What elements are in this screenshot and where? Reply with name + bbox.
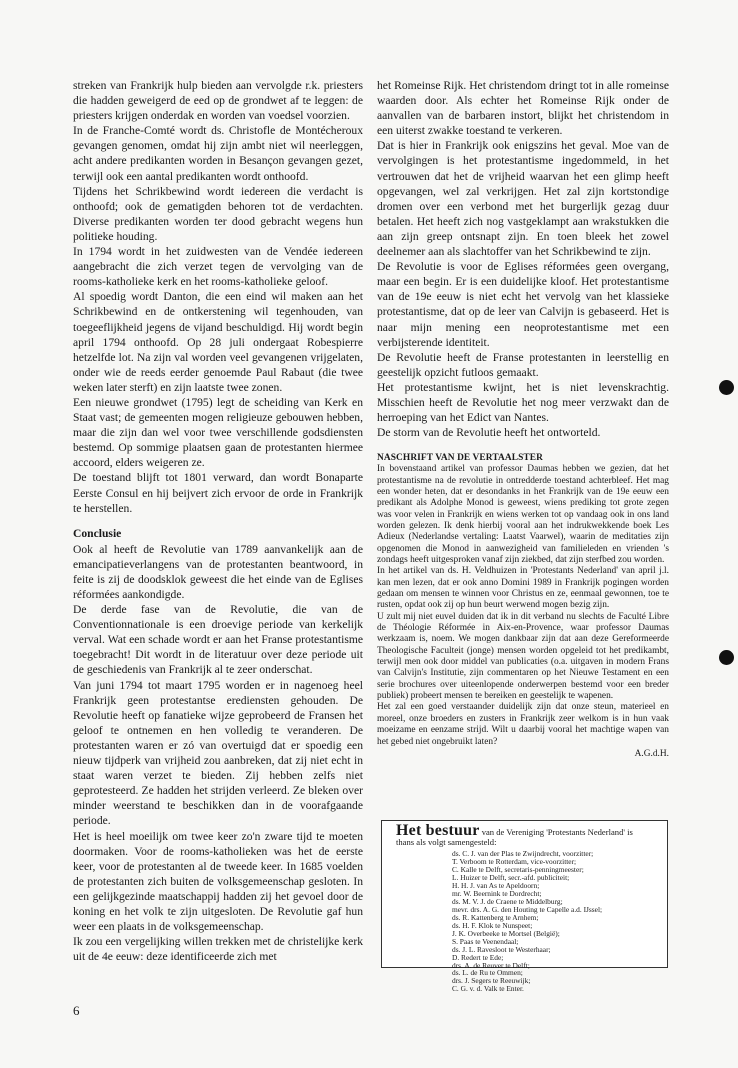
paragraph: Ook al heeft de Revolutie van 1789 aanvankelijk aan de emancipatieverlangens van de protestanten beantwoord, in feite is zij de doodsklok geweest die het einde van de Eglises réformées aankondigde. <box>73 542 363 601</box>
right-column <box>377 78 669 760</box>
list-item: ds. L. de Ru te Ommen; <box>452 968 523 978</box>
paragraph: Tijdens het Schrikbewind wordt iedereen die verdacht is onthoofd; ook de gematigden behoren tot de verdachten. Diverse predikanten worden ter dood gebracht wegens hun politieke houding. <box>73 184 363 243</box>
paragraph: Het protestantisme kwijnt, het is niet levenskrachtig. Misschien heeft de Revolutie het nog meer verzwakt dan de herroeping van het Edict van Nantes. <box>377 380 669 425</box>
board-member-list <box>452 850 667 993</box>
list-item: mevr. drs. A. G. den Houting te Capelle a.d. IJssel; <box>452 904 603 914</box>
list-item: mr. W. Beernink te Dordrecht; <box>452 888 542 898</box>
signature: A.G.d.H. <box>634 748 669 759</box>
paragraph: Van juni 1794 tot maart 1795 worden er in nagenoeg heel Frankrijk geen protestantse erediensten gehouden. De Revolutie heeft op fanatieke wijze geprobeerd de Fransen het geloof te ontnemen en hen volledig te veranderen. De protestanten waren er zó van overtuigd dat er spoedig een nieuw tijdperk van vrijheid zou aanbreken, dat zij niet echt in staat waren verzet te bieden. Zij hebben zelfs niet geprotesteerd. Ze hadden het strijden verleerd. Ze bleken over minder weerstand te beschikken dan in de voorafgaande periode. <box>73 678 363 828</box>
paragraph: Het is heel moeilijk om twee keer zo'n zware tijd te moeten doormaken. Voor de rooms-katholieken was het de eerste keer, voor de protestanten al de tweede keer. In 1685 voelden de protestanten zich buiten de volksgemeenschap gesloten. In een gelijkgezinde maatschappij hadden zij het gevoel door de koning en het volk te zijn uitgesloten. De Revolutie gaf hun weer een plaats in de volksgemeenschap. <box>73 829 363 934</box>
list-item: L. Huizer te Delft, secr.-afd. publiciteit; <box>452 873 570 883</box>
postscript-heading: NASCHRIFT VAN DE VERTAALSTER <box>377 453 543 464</box>
postscript-paragraph: U zult mij niet euvel duiden dat ik in dit verband nu slechts de Faculté Libre de Théologie Réformée in Aix-en-Provence, waar professor Daumas werkzaam is, noem. We mogen dankbaar zijn dat aan deze Gereformeerde Theologische Faculteit (jonge) mensen worden opgeleid tot het predikambt, terwijl men ook door middel van publicaties (o.a. uitgaven in modern Frans van Calvijn's Institutie, zijn commentaren op het Nieuwe Testament en een serie brochures over uiteenlopende onderwerpen bestemd voor een breder publiek) probeert mensen te bereiken en geestelijk te wapenen. <box>377 611 669 702</box>
punch-hole-icon <box>719 650 734 665</box>
paragraph: Dat is hier in Frankrijk ook enigszins het geval. Moe van de vervolgingen is het protestantisme ingedommeld, in het vertrouwen dat het de vrijheid waarvan het een glimp heeft opgevangen, wel zal verkrijgen. Het zal zijn kortstondige dromen over een verbond met het burgerlijk gezag duur betalen. Het heeft zich nog vastgeklampt aan wrakstukken die aan zijn greep ontsnapt zijn. En toen bleek het zowel deelnemer aan als slachtoffer van het Schrikbewind te zijn. <box>377 139 669 259</box>
board-box-header <box>396 822 653 847</box>
page-number: 6 <box>73 1003 80 1018</box>
paragraph: het Romeinse Rijk. Het christendom dringt tot in alle romeinse waarden door. Als echter het Romeinse Rijk onder de aanvallen van de barbaren instort, blijkt het christendom in een uiterst zwakke toestand te verkeren. <box>377 79 669 138</box>
list-item: ds. C. J. van der Plas te Zwijndrecht, voorzitter; <box>452 849 594 859</box>
list-item: ds. R. Kattenberg te Arnhem; <box>452 912 539 922</box>
list-item: drs. A. de Reuver te Delft; <box>452 960 530 970</box>
paragraph: streken van Frankrijk hulp bieden aan vervolgde r.k. priesters die hadden geweigerd de eed op de grondwet af te leggen: de priesters krijgen onderdak en worden van voedsel voorzien. <box>73 79 363 123</box>
paragraph: Al spoedig wordt Danton, die een eind wil maken aan het Schrikbewind en de ontkerstening wil tegenhouden, van toegeeflijkheid jegens de vijand beschuldigd. Hij wordt begin april 1794 onthoofd. Op 28 juli ondergaat Robespierre hetzelfde lot. Na zijn val worden veel gevangenen vrijgelaten, onder wie de reeds eerder genoemde Paul Rabaut (die twee weken later sterft) en zijn laatste twee zonen. <box>73 290 363 394</box>
list-item: C. Kalle te Delft, secretaris-penningmeester; <box>452 865 584 875</box>
list-item: ds. H. F. Klok te Nunspeet; <box>452 920 533 930</box>
paragraph: De derde fase van de Revolutie, die van de Conventionnationale is een droevige periode van kerkelijk verval. Wat een schade wordt er aan het Franse protestantisme toegebracht! Dit wordt in de literatuur over deze periode uit de geschiedenis van Frankrijk al te zeer onderschat. <box>73 603 363 677</box>
paragraph: Ik zou een vergelijking willen trekken met de christelijke kerk uit de 4e eeuw: deze identificeerde zich met <box>73 935 363 964</box>
board-box <box>381 820 668 994</box>
paragraph: De Revolutie heeft de Franse protestanten in leerstellig en geestelijk opzicht futloos gemaakt. <box>377 350 669 379</box>
punch-hole-icon <box>719 380 734 395</box>
postscript-paragraph: Het zal een goed verstaander duidelijk zijn dat onze steun, materieel en moreel, onze broeders en zusters in Frankrijk zeer welkom is in hun vaak moeizame en eenzame strijd. Wilt u daarbij vooral het machtige wapen van het gebed niet ongebruikt laten? <box>377 702 669 747</box>
conclusion-heading: Conclusie <box>73 526 122 540</box>
left-column <box>73 78 363 964</box>
list-item: C. G. v. d. Valk te Enter. <box>452 984 524 994</box>
paragraph: De Revolutie is voor de Eglises réformées geen overgang, maar een begin. Er is een duidelijke kloof. Het protestantisme van de 19e eeuw is niet echt het vervolg van het klassieke protestantisme, dat op de leer van Calvijn is gebaseerd. Het is naar mijn mening een neoprotestantisme met een verbijsterende identiteit. <box>377 260 669 349</box>
list-item: J. K. Overbeeke te Mortsel (België); <box>452 928 560 938</box>
board-title: Het bestuur <box>396 822 480 839</box>
paragraph: Een nieuwe grondwet (1795) legt de scheiding van Kerk en Staat vast; de gemeenten mogen religieuze gebouwen hebben, maar die zijn dan wel voor twee verschillende godsdiensten bestemd. Op sommige plaatsen gaan de protestanten hiermee accoord, elders weigeren ze. <box>73 395 363 470</box>
postscript-paragraph: In het artikel van ds. H. Veldhuizen in 'Protestants Nederland' van april j.l. kan men lezen, dat er ook anno Domini 1989 in Frankrijk pogingen worden gedaan om mensen te winnen voor Christus en ze, eenmaal gewonnen, toe te rusten, opdat ook zij op hun beurt werwend mogen bezig zijn. <box>377 566 669 611</box>
list-item: T. Verboom te Rotterdam, vice-voorzitter; <box>452 857 577 867</box>
board-intro: van de Vereniging 'Protestants Nederland' is thans als volgt samengesteld: <box>396 827 633 847</box>
list-item: drs. J. Segers te Reeuwijk; <box>452 976 531 986</box>
list-item: D. Redert te Ede; <box>452 952 504 962</box>
postscript-paragraph: In bovenstaand artikel van professor Daumas hebben we gezien, dat het protestantisme na de revolutie in ontredderde toestand achterbleef. Het mag een wonder heten, dat er desondanks in het Frankrijk van de 19e eeuw een predikant als Adolphe Monod is geweest, wiens prediking tot grote zegen was voor velen in Frankrijk en wiens werken tot op vandaag ook in ons land worden gelezen. Ik denk hierbij vooral aan het indrukwekkende boek Les Adieux (Nederlandse vertaling: Laatst Vaarwel), waarin de meditaties zijn opgenomen die Monod in aanwezigheid van familieleden en vrienden 's zondags heeft uitgesproken vanaf zijn ziekbed, dat zijn sterfbed zou worden. <box>377 464 669 565</box>
paragraph: De toestand blijft tot 1801 verward, dan wordt Bonaparte Eerste Consul en hij beijvert zich ervoor de orde in Frankrijk te herstellen. <box>73 471 363 515</box>
list-item: S. Paas te Veenendaal; <box>452 936 519 946</box>
paragraph: In 1794 wordt in het zuidwesten van de Vendée iedereen aangebracht die zich verzet tegen de vervolging van de rooms-katholieke kerk en het rooms-katholieke geloof. <box>73 245 363 289</box>
list-item: H. H. J. van As te Apeldoorn; <box>452 881 540 890</box>
list-item: ds. J. L. Ravesloot te Westerhaar; <box>452 944 551 954</box>
paragraph: De storm van de Revolutie heeft het ontworteld. <box>377 426 601 440</box>
list-item: ds. M. V. J. de Craene te Middelburg; <box>452 896 563 906</box>
paragraph: In de Franche-Comté wordt ds. Christofle de Montécheroux gevangen genomen, omdat hij zijn ambt niet wil neerleggen, acht andere predikanten worden in Besançon gevangen gezet, terwijl ook een aantal predikanten wordt onthoofd. <box>73 124 363 183</box>
